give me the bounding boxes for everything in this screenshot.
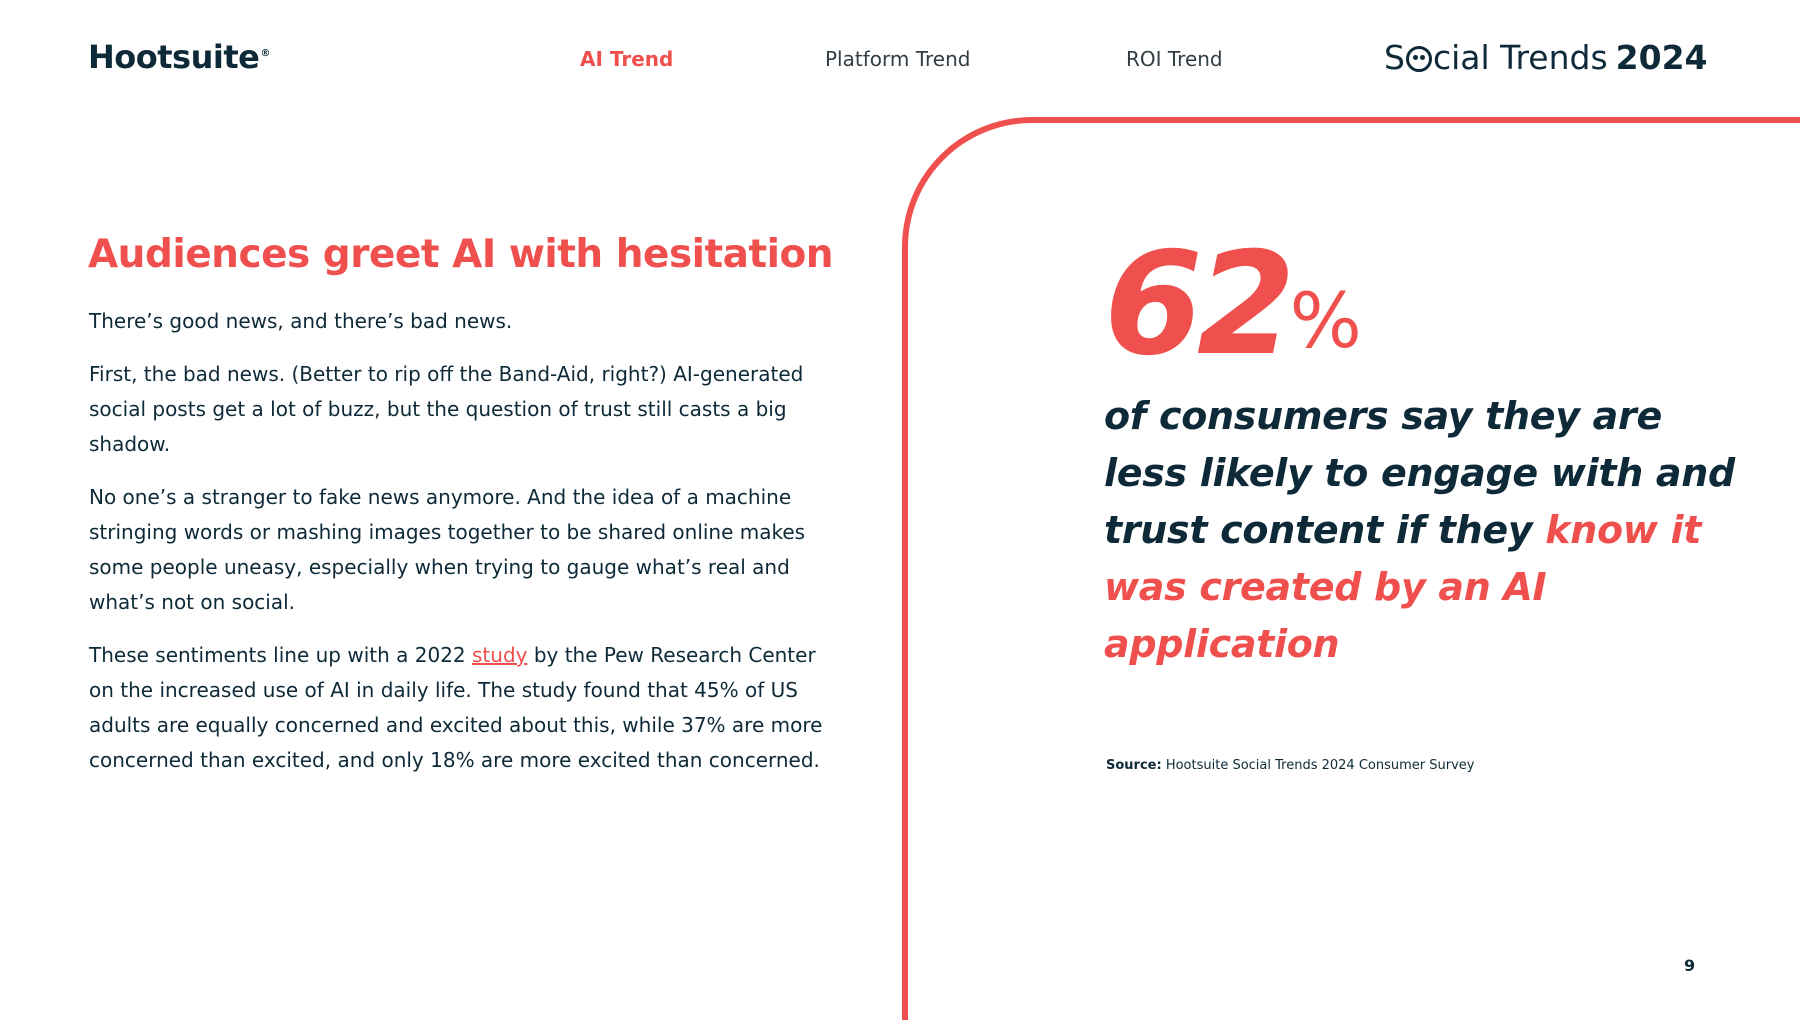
brand-year: 2024 — [1615, 38, 1708, 77]
body-text — [89, 304, 839, 796]
brand-prefix: S — [1384, 38, 1405, 77]
stat-claim-text: of consumers say they are less likely to engage with and trust content if they — [1104, 394, 1735, 552]
page-number: 9 — [1684, 956, 1696, 975]
logo-text: Hootsuite — [88, 38, 260, 76]
owl-icon — [1406, 46, 1432, 72]
registered-mark: ® — [260, 48, 270, 60]
paragraph-4 — [89, 638, 839, 778]
nav-platform-trend[interactable]: Platform Trend — [825, 47, 971, 71]
source-note — [1106, 758, 1474, 773]
study-link[interactable]: study — [472, 643, 528, 667]
source-label: Source: — [1106, 758, 1162, 773]
brand-title: cial Trends — [1432, 38, 1608, 77]
source-text: Hootsuite Social Trends 2024 Consumer Survey — [1161, 758, 1475, 773]
stat-unit: % — [1289, 276, 1362, 365]
paragraph-2: First, the bad news. (Better to rip off the Band-Aid, right?) AI-generated social posts get a lot of buzz, but the question of trust still casts a big shadow. — [89, 362, 804, 456]
stat-value: 62 — [1104, 222, 1290, 387]
paragraph-4-start: These sentiments line up with a 2022 — [89, 643, 472, 667]
stat-claim-highlight: know it was created by an AI application — [1104, 508, 1702, 666]
social-trends-brand — [1384, 38, 1708, 77]
nav-roi-trend[interactable]: ROI Trend — [1126, 47, 1223, 71]
stat-figure — [1104, 222, 1362, 387]
page-headline: Audiences greet AI with hesitation — [88, 232, 834, 277]
paragraph-3: No one’s a stranger to fake news anymore. And the idea of a machine stringing words or mashing images together to be shared online makes some people uneasy, especially when trying to gauge what’s real and what’s not on social. — [89, 485, 806, 614]
paragraph-1: There’s good news, and there’s bad news. — [89, 309, 513, 333]
hootsuite-logo[interactable] — [88, 38, 270, 76]
paragraph-4-end: by the Pew Research Center on the increased use of AI in daily life. The study found that 45% of US adults are equally concerned and excited about this, while 37% are more concerned than excited, and only 18% are more excited than concerned. — [89, 643, 823, 772]
stat-claim — [1104, 388, 1744, 673]
nav-ai-trend[interactable]: AI Trend — [580, 47, 674, 71]
